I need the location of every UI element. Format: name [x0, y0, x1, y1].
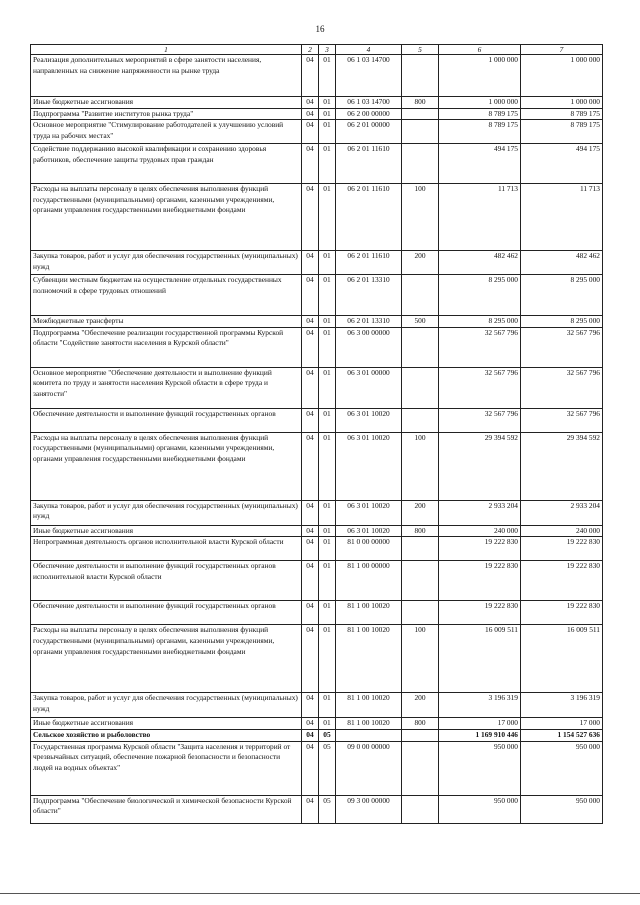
column-header: 4: [336, 45, 402, 55]
table-row: [31, 408, 603, 432]
row-target-article: 81 1 00 00000: [336, 561, 402, 601]
row-name: Реализация дополнительных мероприятий в сфере занятости населения, направленных на снижение напряженности на рынке труда: [31, 55, 302, 97]
row-expense-type: [402, 275, 439, 316]
row-amount-year2: 17 000: [521, 718, 603, 730]
row-section: 04: [302, 251, 319, 275]
row-section: 04: [302, 561, 319, 601]
row-amount-year2: 32 567 796: [521, 367, 603, 408]
budget-table: [30, 44, 603, 824]
row-expense-type: 500: [402, 316, 439, 328]
table-header-row: [31, 45, 603, 55]
row-expense-type: 100: [402, 184, 439, 251]
row-amount-year2: 19 222 830: [521, 601, 603, 625]
row-subsection: 01: [319, 693, 336, 718]
table-row: [31, 120, 603, 144]
row-section: 04: [302, 120, 319, 144]
row-target-article: 09 3 00 00000: [336, 795, 402, 823]
table-row: [31, 795, 603, 823]
row-name: Закупка товаров, работ и услуг для обеспечения государственных (муниципальных) нужд: [31, 693, 302, 718]
row-amount-year2: 494 175: [521, 144, 603, 184]
table-row: [31, 525, 603, 537]
table-row: [31, 718, 603, 730]
row-name: Основное мероприятие "Стимулирование работодателей к улучшению условий труда на рабочих местах": [31, 120, 302, 144]
row-amount-year1: 8 789 175: [439, 120, 521, 144]
row-subsection: 01: [319, 525, 336, 537]
row-name: Закупка товаров, работ и услуг для обеспечения государственных (муниципальных) нужд: [31, 251, 302, 275]
row-target-article: 81 1 00 10020: [336, 601, 402, 625]
row-subsection: 01: [319, 327, 336, 367]
row-section: 04: [302, 741, 319, 795]
row-amount-year1: 8 295 000: [439, 316, 521, 328]
table-row: [31, 500, 603, 525]
row-section: 04: [302, 625, 319, 693]
row-amount-year1: 2 933 204: [439, 500, 521, 525]
row-expense-type: 200: [402, 500, 439, 525]
row-section: 04: [302, 97, 319, 109]
row-subsection: 05: [319, 741, 336, 795]
column-header: 6: [439, 45, 521, 55]
table-row: [31, 55, 603, 97]
row-expense-type: 800: [402, 718, 439, 730]
row-subsection: 01: [319, 184, 336, 251]
row-amount-year1: 950 000: [439, 741, 521, 795]
table-row: [31, 729, 603, 741]
row-section: 04: [302, 275, 319, 316]
row-target-article: 81 1 00 10020: [336, 625, 402, 693]
row-target-article: 06 1 03 14700: [336, 97, 402, 109]
row-name: Непрограммная деятельность органов исполнительной власти Курской области: [31, 537, 302, 561]
row-subsection: 01: [319, 120, 336, 144]
row-amount-year2: 3 196 319: [521, 693, 603, 718]
row-name: Подпрограмма "Обеспечение реализации государственной программы Курской области "Содействие занятости населения в Курской области": [31, 327, 302, 367]
table-row: [31, 108, 603, 120]
row-amount-year1: 494 175: [439, 144, 521, 184]
row-name: Расходы на выплаты персоналу в целях обеспечения выполнения функций государственными (муниципальными) органами, казенными учреждениями, органами управления государственными внебюджетными фондами: [31, 432, 302, 500]
row-subsection: 01: [319, 97, 336, 109]
row-amount-year2: 2 933 204: [521, 500, 603, 525]
row-name: Иные бюджетные ассигнования: [31, 97, 302, 109]
row-expense-type: [402, 55, 439, 97]
row-amount-year2: 32 567 796: [521, 408, 603, 432]
row-subsection: 01: [319, 55, 336, 97]
row-target-article: 06 3 01 10020: [336, 408, 402, 432]
row-target-article: 06 2 01 00000: [336, 120, 402, 144]
row-amount-year2: 8 295 000: [521, 316, 603, 328]
row-expense-type: [402, 741, 439, 795]
row-subsection: 01: [319, 108, 336, 120]
row-name: Подпрограмма "Развитие институтов рынка труда": [31, 108, 302, 120]
row-subsection: 01: [319, 251, 336, 275]
row-amount-year1: 17 000: [439, 718, 521, 730]
row-expense-type: [402, 144, 439, 184]
row-amount-year2: 16 009 511: [521, 625, 603, 693]
row-subsection: 01: [319, 144, 336, 184]
row-section: 04: [302, 432, 319, 500]
row-subsection: 01: [319, 537, 336, 561]
row-amount-year2: 950 000: [521, 795, 603, 823]
row-target-article: 81 1 00 10020: [336, 718, 402, 730]
row-target-article: 06 2 00 00000: [336, 108, 402, 120]
row-expense-type: [402, 729, 439, 741]
row-target-article: 06 3 00 00000: [336, 327, 402, 367]
table-row: [31, 367, 603, 408]
row-section: 04: [302, 500, 319, 525]
row-expense-type: 100: [402, 432, 439, 500]
row-amount-year2: 950 000: [521, 741, 603, 795]
row-target-article: 06 2 01 13310: [336, 275, 402, 316]
table-row: [31, 693, 603, 718]
row-amount-year2: 8 295 000: [521, 275, 603, 316]
table-row: [31, 316, 603, 328]
row-amount-year2: 1 000 000: [521, 97, 603, 109]
row-amount-year1: 950 000: [439, 795, 521, 823]
row-amount-year2: 19 222 830: [521, 537, 603, 561]
row-section: 04: [302, 367, 319, 408]
row-expense-type: [402, 537, 439, 561]
row-amount-year1: 1 000 000: [439, 97, 521, 109]
row-name: Обеспечение деятельности и выполнение функций государственных органов исполнительной власти Курской области: [31, 561, 302, 601]
row-subsection: 01: [319, 275, 336, 316]
row-section: 04: [302, 184, 319, 251]
table-row: [31, 601, 603, 625]
row-section: 04: [302, 729, 319, 741]
row-amount-year1: 11 713: [439, 184, 521, 251]
row-section: 04: [302, 55, 319, 97]
row-target-article: 09 0 00 00000: [336, 741, 402, 795]
row-amount-year1: 19 222 830: [439, 537, 521, 561]
row-amount-year1: 32 567 796: [439, 367, 521, 408]
row-amount-year1: 19 222 830: [439, 601, 521, 625]
table-row: [31, 144, 603, 184]
row-target-article: 81 1 00 10020: [336, 693, 402, 718]
row-subsection: 01: [319, 718, 336, 730]
row-section: 04: [302, 327, 319, 367]
table-row: [31, 275, 603, 316]
row-target-article: 06 2 01 13310: [336, 316, 402, 328]
row-name: Расходы на выплаты персоналу в целях обеспечения выполнения функций государственными (муниципальными) органами, казенными учреждениями, органами управления государственными внебюджетными фондами: [31, 625, 302, 693]
row-amount-year2: 8 789 175: [521, 108, 603, 120]
row-expense-type: [402, 108, 439, 120]
row-name: Сельское хозяйство и рыболовство: [31, 729, 302, 741]
row-expense-type: [402, 561, 439, 601]
row-expense-type: [402, 120, 439, 144]
row-target-article: 81 0 00 00000: [336, 537, 402, 561]
table-row: [31, 327, 603, 367]
row-amount-year1: 1 000 000: [439, 55, 521, 97]
row-section: 04: [302, 525, 319, 537]
row-expense-type: 800: [402, 525, 439, 537]
row-subsection: 01: [319, 408, 336, 432]
column-header: 5: [402, 45, 439, 55]
column-header: 1: [31, 45, 302, 55]
row-subsection: 05: [319, 729, 336, 741]
row-expense-type: [402, 367, 439, 408]
table-row: [31, 432, 603, 500]
row-amount-year2: 32 567 796: [521, 327, 603, 367]
row-amount-year1: 1 169 910 446: [439, 729, 521, 741]
row-expense-type: [402, 408, 439, 432]
row-section: 04: [302, 537, 319, 561]
page-number: 16: [315, 24, 325, 34]
row-name: Содействие поддержанию высокой квалификации и сохранению здоровья работников, обеспечение защиты трудовых прав граждан: [31, 144, 302, 184]
row-amount-year1: 240 000: [439, 525, 521, 537]
row-subsection: 01: [319, 561, 336, 601]
row-amount-year1: 16 009 511: [439, 625, 521, 693]
table-row: [31, 537, 603, 561]
table-row: [31, 625, 603, 693]
row-amount-year1: 8 295 000: [439, 275, 521, 316]
row-section: 04: [302, 144, 319, 184]
row-name: Субвенции местным бюджетам на осуществление отдельных государственных полномочий в сфере трудовых отношений: [31, 275, 302, 316]
table-row: [31, 184, 603, 251]
scan-bottom-rule: [0, 893, 640, 894]
row-name: Обеспечение деятельности и выполнение функций государственных органов: [31, 408, 302, 432]
row-amount-year2: 8 789 175: [521, 120, 603, 144]
table-row: [31, 561, 603, 601]
row-name: Подпрограмма "Обеспечение биологической и химической безопасности Курской области": [31, 795, 302, 823]
row-amount-year1: 3 196 319: [439, 693, 521, 718]
row-section: 04: [302, 316, 319, 328]
row-amount-year2: 1 000 000: [521, 55, 603, 97]
row-section: 04: [302, 601, 319, 625]
table-row: [31, 251, 603, 275]
row-amount-year1: 8 789 175: [439, 108, 521, 120]
row-amount-year2: 1 154 527 636: [521, 729, 603, 741]
column-header: 2: [302, 45, 319, 55]
row-amount-year1: 19 222 830: [439, 561, 521, 601]
row-subsection: 01: [319, 367, 336, 408]
row-amount-year1: 29 394 592: [439, 432, 521, 500]
row-section: 04: [302, 408, 319, 432]
table-row: [31, 97, 603, 109]
row-name: Закупка товаров, работ и услуг для обеспечения государственных (муниципальных) нужд: [31, 500, 302, 525]
row-name: Расходы на выплаты персоналу в целях обеспечения выполнения функций государственными (муниципальными) органами, казенными учреждениями, органами управления государственными внебюджетными фондами: [31, 184, 302, 251]
row-target-article: 06 1 03 14700: [336, 55, 402, 97]
row-target-article: 06 2 01 11610: [336, 251, 402, 275]
row-amount-year1: 32 567 796: [439, 327, 521, 367]
row-amount-year2: 19 222 830: [521, 561, 603, 601]
row-amount-year1: 32 567 796: [439, 408, 521, 432]
row-name: Межбюджетные трансферты: [31, 316, 302, 328]
row-amount-year2: 482 462: [521, 251, 603, 275]
row-name: Основное мероприятие "Обеспечение деятельности и выполнение функций комитета по труду и занятости населения Курской области в сфере труда и занятости": [31, 367, 302, 408]
row-expense-type: [402, 601, 439, 625]
row-target-article: 06 2 01 11610: [336, 144, 402, 184]
row-section: 04: [302, 795, 319, 823]
row-expense-type: [402, 327, 439, 367]
row-amount-year2: 29 394 592: [521, 432, 603, 500]
row-target-article: 06 3 01 00000: [336, 367, 402, 408]
row-subsection: 01: [319, 432, 336, 500]
row-subsection: 01: [319, 625, 336, 693]
row-expense-type: [402, 795, 439, 823]
row-expense-type: 100: [402, 625, 439, 693]
row-amount-year1: 482 462: [439, 251, 521, 275]
table-body: [31, 55, 603, 824]
row-subsection: 01: [319, 316, 336, 328]
row-subsection: 01: [319, 601, 336, 625]
row-name: Обеспечение деятельности и выполнение функций государственных органов: [31, 601, 302, 625]
row-target-article: 06 2 01 11610: [336, 184, 402, 251]
row-name: Иные бюджетные ассигнования: [31, 718, 302, 730]
row-target-article: 06 3 01 10020: [336, 432, 402, 500]
row-target-article: [336, 729, 402, 741]
row-expense-type: 200: [402, 251, 439, 275]
row-name: Иные бюджетные ассигнования: [31, 525, 302, 537]
row-amount-year2: 11 713: [521, 184, 603, 251]
row-section: 04: [302, 718, 319, 730]
row-name: Государственная программа Курской области "Защита населения и территорий от чрезвычайных ситуаций, обеспечение пожарной безопасности и безопасности людей на водных объектах": [31, 741, 302, 795]
row-target-article: 06 3 01 10020: [336, 500, 402, 525]
row-expense-type: 200: [402, 693, 439, 718]
table-row: [31, 741, 603, 795]
row-target-article: 06 3 01 10020: [336, 525, 402, 537]
row-subsection: 01: [319, 500, 336, 525]
row-section: 04: [302, 108, 319, 120]
column-header: 3: [319, 45, 336, 55]
column-header: 7: [521, 45, 603, 55]
row-subsection: 05: [319, 795, 336, 823]
row-section: 04: [302, 693, 319, 718]
row-expense-type: 800: [402, 97, 439, 109]
row-amount-year2: 240 000: [521, 525, 603, 537]
